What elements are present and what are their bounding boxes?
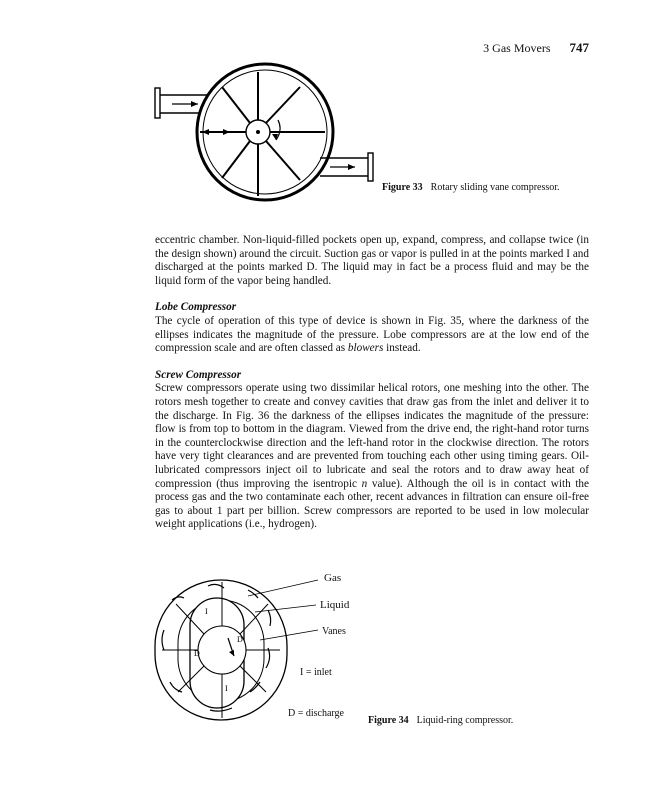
lobe-heading: Lobe Compressor bbox=[155, 301, 237, 314]
figure-33-diagram bbox=[150, 90, 380, 200]
running-header bbox=[483, 40, 589, 56]
label-d-left: D bbox=[194, 649, 200, 658]
figure-33-label: Figure 33 bbox=[382, 182, 423, 193]
section-number: 3 bbox=[483, 41, 490, 55]
figure-34-diagram bbox=[150, 570, 370, 730]
screw-heading: Screw Compressor bbox=[155, 368, 242, 381]
lobe-italic: blowers bbox=[347, 342, 384, 355]
screw-paragraph bbox=[155, 382, 589, 532]
figure-33-caption-text: Rotary sliding vane compressor. bbox=[430, 182, 560, 193]
screw-text-a: Screw compressors operate using two dissimilar helical rotors, one meshing into the other. The rotors mesh together to create and convey cavities that draw gas from the inlet and deliver it to the discharge. In Fig. 36 the darkness of the ellipses indicates the magnitude of the pressure: flow is from top to bottom in the diagram. Viewed from the drive end, the right-hand rotor turns in the counterclockwise direction and the left-hand rotor in the clockwise direction. The rotors have very tight clearances and are prevented from touching each other using timing gears. Oil-lubricated compressors inject oil to lubricate and seal the rotors and to draw away heat of compression (thus improving the isentropic bbox=[155, 382, 589, 490]
intro-paragraph: eccentric chamber. Non-liquid-filled pockets open up, expand, compress, and collapse twice (in the design shown) around the circuit. Suction gas or vapor is pulled in at the points marked I and discharged at the points marked D. The liquid may in fact be a process fluid and may be the liquid form of the vapor being handled. bbox=[155, 234, 589, 287]
figure-33-caption bbox=[382, 182, 560, 193]
lobe-text-b: instead. bbox=[383, 342, 421, 355]
section-title: Gas Movers bbox=[492, 41, 551, 55]
rotor-shaft bbox=[198, 626, 246, 674]
figure-34-caption bbox=[368, 715, 513, 726]
screw-text-b: value). Although the oil is in contact with the process gas and the two contaminate each other, recent advances in filtration can ensure oil-free gas to about 1 part per billion. Screw compressors are reported to be used in low molecular weight applications (i.e., hydrogen). bbox=[155, 477, 589, 531]
lobe-paragraph bbox=[155, 315, 589, 356]
figure-34-caption-text: Liquid-ring compressor. bbox=[416, 715, 514, 726]
label-inlet: I = inlet bbox=[300, 667, 332, 678]
page-number: 747 bbox=[569, 40, 589, 55]
label-liquid: Liquid bbox=[320, 599, 350, 611]
screw-italic: n bbox=[361, 477, 368, 490]
label-vanes: Vanes bbox=[322, 626, 346, 637]
figure-34-label: Figure 34 bbox=[368, 715, 409, 726]
outlet-pipe bbox=[368, 153, 373, 181]
label-i-bottom: I bbox=[225, 684, 228, 693]
inlet-pipe bbox=[155, 88, 160, 118]
lobe-text-a: The cycle of operation of this type of device is shown in Fig. 35, where the darkness of the ellipses indicates the magnitude of the pressure. Lobe compressors are at the low end of the compression scale and are often classed as bbox=[155, 314, 589, 355]
body-text bbox=[155, 234, 589, 532]
label-d-right: D bbox=[237, 635, 243, 644]
label-gas: Gas bbox=[324, 572, 342, 584]
label-i-top: I bbox=[205, 607, 208, 616]
label-discharge: D = discharge bbox=[288, 708, 344, 719]
